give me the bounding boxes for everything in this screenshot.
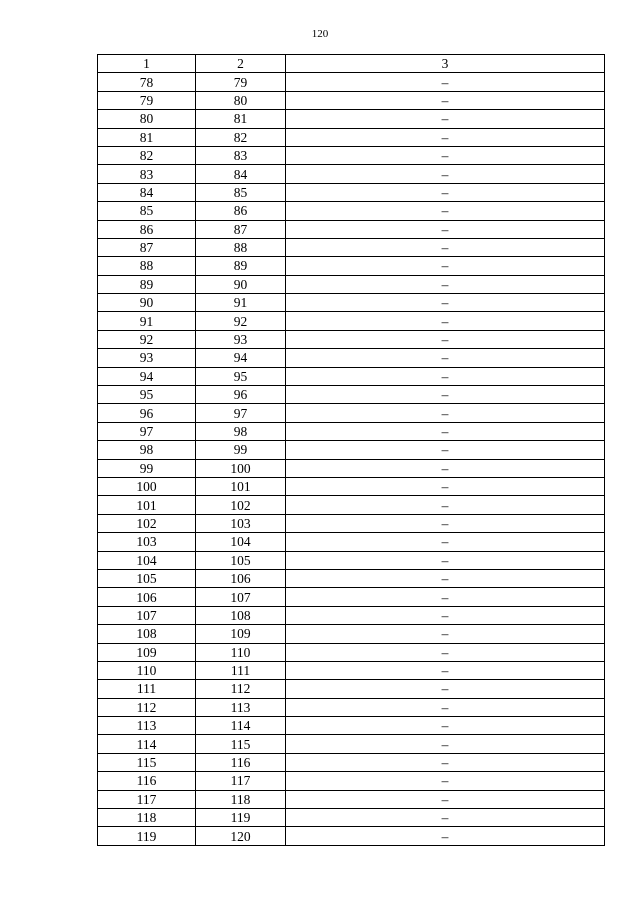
table-cell: – <box>286 735 605 753</box>
table-cell: 119 <box>196 809 286 827</box>
table-row <box>98 477 605 495</box>
table-cell: 112 <box>98 698 196 716</box>
table-cell: 110 <box>98 661 196 679</box>
table-cell: 114 <box>98 735 196 753</box>
table-cell: – <box>286 110 605 128</box>
table-row <box>98 569 605 587</box>
table-cell: 91 <box>196 294 286 312</box>
table-cell: – <box>286 514 605 532</box>
table-cell: 93 <box>98 349 196 367</box>
table-cell: – <box>286 73 605 91</box>
table-cell: 80 <box>98 110 196 128</box>
table-cell: 89 <box>98 275 196 293</box>
table-row <box>98 386 605 404</box>
table-header-row <box>98 55 605 73</box>
table-cell: – <box>286 257 605 275</box>
table-cell: 115 <box>196 735 286 753</box>
table-row <box>98 146 605 164</box>
table-cell: 107 <box>98 606 196 624</box>
table-cell: – <box>286 312 605 330</box>
table-cell: 81 <box>98 128 196 146</box>
column-header: 2 <box>196 55 286 73</box>
table-row <box>98 459 605 477</box>
table-cell: – <box>286 404 605 422</box>
table-cell: – <box>286 422 605 440</box>
table-row <box>98 735 605 753</box>
table-cell: 94 <box>98 367 196 385</box>
table-cell: – <box>286 91 605 109</box>
table-row <box>98 165 605 183</box>
table-cell: 105 <box>196 551 286 569</box>
table-cell: 83 <box>98 165 196 183</box>
table-cell: – <box>286 588 605 606</box>
table-row <box>98 533 605 551</box>
table-cell: 103 <box>98 533 196 551</box>
table-cell: 110 <box>196 643 286 661</box>
table-cell: 93 <box>196 330 286 348</box>
table-cell: 90 <box>196 275 286 293</box>
table-cell: 82 <box>98 146 196 164</box>
table-cell: 98 <box>196 422 286 440</box>
table-cell: – <box>286 717 605 735</box>
table-cell: 79 <box>196 73 286 91</box>
table-cell: – <box>286 643 605 661</box>
table-row <box>98 349 605 367</box>
table-cell: 99 <box>98 459 196 477</box>
table-cell: – <box>286 680 605 698</box>
table-row <box>98 643 605 661</box>
table-row <box>98 441 605 459</box>
table-cell: 106 <box>98 588 196 606</box>
table-cell: 82 <box>196 128 286 146</box>
table-cell: – <box>286 441 605 459</box>
table-row <box>98 790 605 808</box>
table-cell: – <box>286 330 605 348</box>
table-cell: – <box>286 827 605 845</box>
table-cell: 95 <box>98 386 196 404</box>
table-cell: – <box>286 238 605 256</box>
page-number: 120 <box>311 28 329 40</box>
table-cell: 114 <box>196 717 286 735</box>
table-row <box>98 698 605 716</box>
table-cell: 111 <box>196 661 286 679</box>
table-cell: 100 <box>98 477 196 495</box>
table-cell: 113 <box>98 717 196 735</box>
table-row <box>98 275 605 293</box>
table-row <box>98 367 605 385</box>
table-cell: 109 <box>196 625 286 643</box>
table-cell: 113 <box>196 698 286 716</box>
table-cell: – <box>286 790 605 808</box>
table-row <box>98 606 605 624</box>
table-cell: 100 <box>196 459 286 477</box>
table-body <box>98 55 605 846</box>
table-cell: 91 <box>98 312 196 330</box>
table-cell: – <box>286 459 605 477</box>
table-cell: 97 <box>196 404 286 422</box>
table-cell: – <box>286 661 605 679</box>
table-cell: – <box>286 294 605 312</box>
table-cell: 102 <box>196 496 286 514</box>
table-cell: – <box>286 367 605 385</box>
table-cell: – <box>286 165 605 183</box>
table-cell: 102 <box>98 514 196 532</box>
table-row <box>98 202 605 220</box>
table-cell: 86 <box>98 220 196 238</box>
table-row <box>98 73 605 91</box>
table-cell: 101 <box>98 496 196 514</box>
table-cell: – <box>286 533 605 551</box>
table-cell: 90 <box>98 294 196 312</box>
table-row <box>98 128 605 146</box>
table-row <box>98 661 605 679</box>
table-row <box>98 717 605 735</box>
table-row <box>98 496 605 514</box>
table-cell: 117 <box>98 790 196 808</box>
table-cell: 118 <box>98 809 196 827</box>
table-row <box>98 809 605 827</box>
table-cell: 98 <box>98 441 196 459</box>
table-cell: 99 <box>196 441 286 459</box>
table-cell: 106 <box>196 569 286 587</box>
table-row <box>98 220 605 238</box>
table-cell: – <box>286 128 605 146</box>
table-row <box>98 91 605 109</box>
table-cell: 81 <box>196 110 286 128</box>
table-row <box>98 753 605 771</box>
table-cell: 115 <box>98 753 196 771</box>
table-cell: – <box>286 606 605 624</box>
table-cell: 116 <box>196 753 286 771</box>
column-header: 1 <box>98 55 196 73</box>
table-cell: 109 <box>98 643 196 661</box>
table-cell: 85 <box>98 202 196 220</box>
table-cell: 94 <box>196 349 286 367</box>
table-cell: – <box>286 569 605 587</box>
table-cell: – <box>286 183 605 201</box>
table-row <box>98 772 605 790</box>
table-cell: – <box>286 202 605 220</box>
column-header: 3 <box>286 55 605 73</box>
table-cell: 119 <box>98 827 196 845</box>
table-row <box>98 312 605 330</box>
table-cell: 104 <box>98 551 196 569</box>
table-cell: 111 <box>98 680 196 698</box>
table-cell: 108 <box>98 625 196 643</box>
table-cell: 88 <box>98 257 196 275</box>
table-cell: 92 <box>196 312 286 330</box>
table-cell: – <box>286 496 605 514</box>
table-cell: 96 <box>196 386 286 404</box>
table-row <box>98 110 605 128</box>
table-cell: 80 <box>196 91 286 109</box>
table-cell: 83 <box>196 146 286 164</box>
table-cell: – <box>286 146 605 164</box>
table-cell: 116 <box>98 772 196 790</box>
table-cell: – <box>286 753 605 771</box>
table-cell: – <box>286 220 605 238</box>
table-cell: 92 <box>98 330 196 348</box>
table-cell: 87 <box>196 220 286 238</box>
table-cell: 118 <box>196 790 286 808</box>
table-cell: 103 <box>196 514 286 532</box>
table-cell: – <box>286 386 605 404</box>
table-row <box>98 680 605 698</box>
table-cell: 104 <box>196 533 286 551</box>
table-row <box>98 827 605 845</box>
table-cell: 97 <box>98 422 196 440</box>
table-cell: 89 <box>196 257 286 275</box>
table-row <box>98 625 605 643</box>
table-cell: – <box>286 698 605 716</box>
table-cell: 105 <box>98 569 196 587</box>
table-cell: 86 <box>196 202 286 220</box>
table-row <box>98 422 605 440</box>
table-row <box>98 588 605 606</box>
table-cell: 107 <box>196 588 286 606</box>
table-row <box>98 238 605 256</box>
table-cell: 112 <box>196 680 286 698</box>
table-cell: 108 <box>196 606 286 624</box>
table-cell: 117 <box>196 772 286 790</box>
table-cell: 120 <box>196 827 286 845</box>
table-cell: 79 <box>98 91 196 109</box>
table-cell: 87 <box>98 238 196 256</box>
table-cell: – <box>286 809 605 827</box>
table-row <box>98 404 605 422</box>
data-table <box>97 54 605 846</box>
table-cell: – <box>286 625 605 643</box>
table-cell: – <box>286 551 605 569</box>
table-cell: – <box>286 349 605 367</box>
table-cell: 88 <box>196 238 286 256</box>
table-cell: 96 <box>98 404 196 422</box>
table-row <box>98 551 605 569</box>
table-row <box>98 330 605 348</box>
table-row <box>98 183 605 201</box>
table-row <box>98 294 605 312</box>
table-cell: 84 <box>98 183 196 201</box>
table-cell: 84 <box>196 165 286 183</box>
table-cell: 101 <box>196 477 286 495</box>
table-cell: – <box>286 772 605 790</box>
table-row <box>98 257 605 275</box>
table-cell: – <box>286 275 605 293</box>
table-cell: – <box>286 477 605 495</box>
table-cell: 95 <box>196 367 286 385</box>
table-cell: 78 <box>98 73 196 91</box>
table-row <box>98 514 605 532</box>
table-cell: 85 <box>196 183 286 201</box>
